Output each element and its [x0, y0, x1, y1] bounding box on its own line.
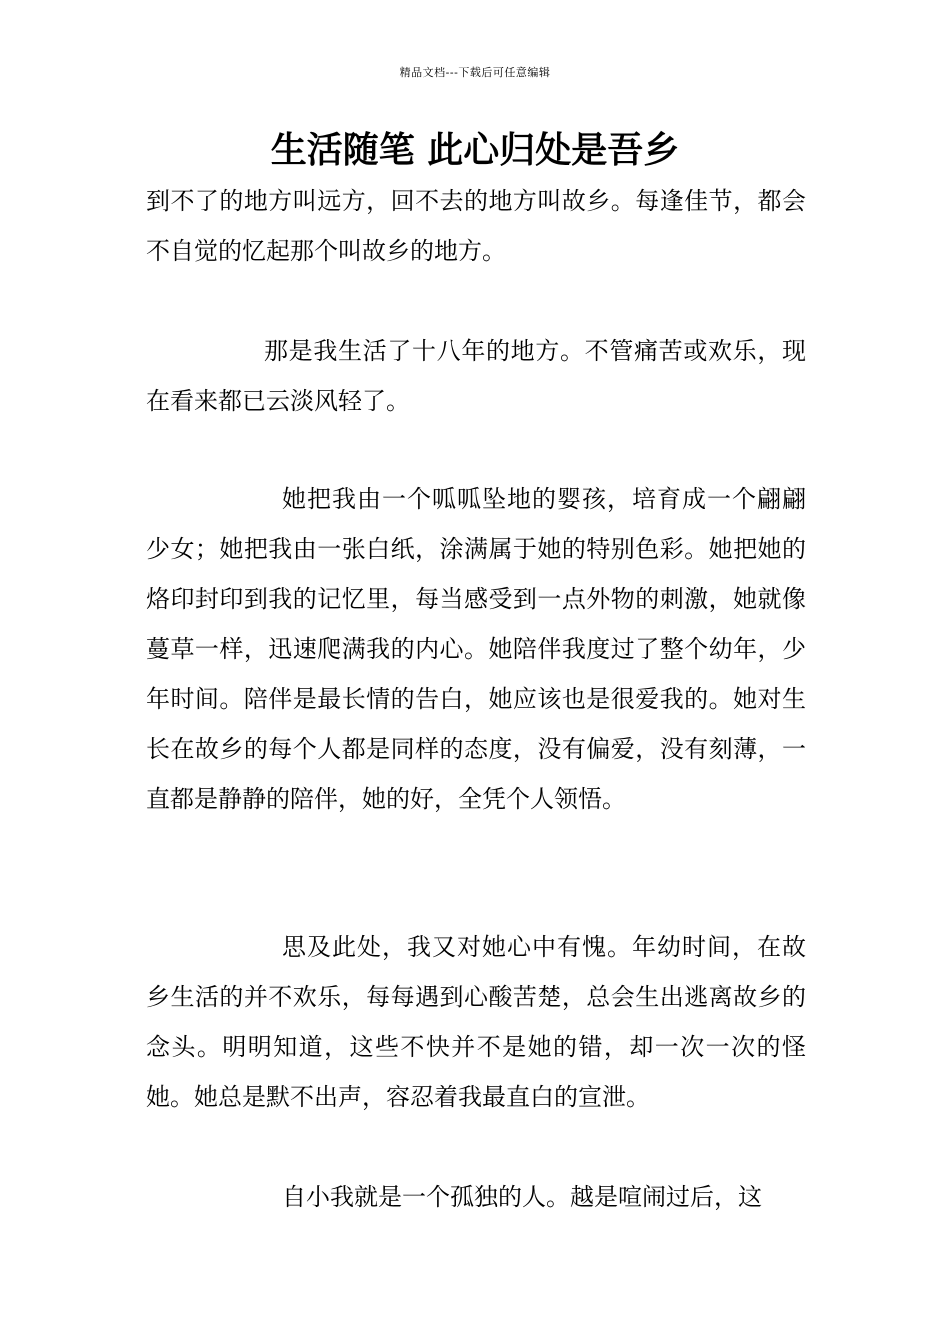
paragraph-2: 那是我生活了十八年的地方。不管痛苦或欢乐，现在看来都已云淡风轻了。	[146, 337, 806, 415]
paragraph-1: 到不了的地方叫远方，回不去的地方叫故乡。每逢佳节，都会不自觉的忆起那个叫故乡的地方。	[146, 187, 806, 265]
paragraph-5: 自小我就是一个孤独的人。越是喧闹过后，这	[282, 1183, 762, 1211]
paragraph-3: 她把我由一个呱呱坠地的婴孩，培育成一个翩翩少女；她把我由一张白纸，涂满属于她的特别色彩。她把她的烙印封印到我的记忆里，每当感受到一点外物的刺激，她就像蔓草一样，迅速爬满我的内心。她陪伴我度过了整个幼年，少年时间。陪伴是最长情的告白，她应该也是很爱我的。她对生长在故乡的每个人都是同样的态度，没有偏爱，没有刻薄，一直都是静静的陪伴，她的好，全凭个人领悟。	[146, 485, 806, 813]
paragraph-4: 思及此处，我又对她心中有愧。年幼时间，在故乡生活的并不欢乐，每每遇到心酸苦楚，总会生出逃离故乡的念头。明明知道，这些不快并不是她的错，却一次一次的怪她。她总是默不出声，容忍着我最直白的宣泄。	[146, 933, 806, 1111]
header-note: 精品文档---下载后可任意编辑	[399, 66, 551, 79]
page-title: 生活随笔 此心归处是吾乡	[270, 130, 680, 171]
